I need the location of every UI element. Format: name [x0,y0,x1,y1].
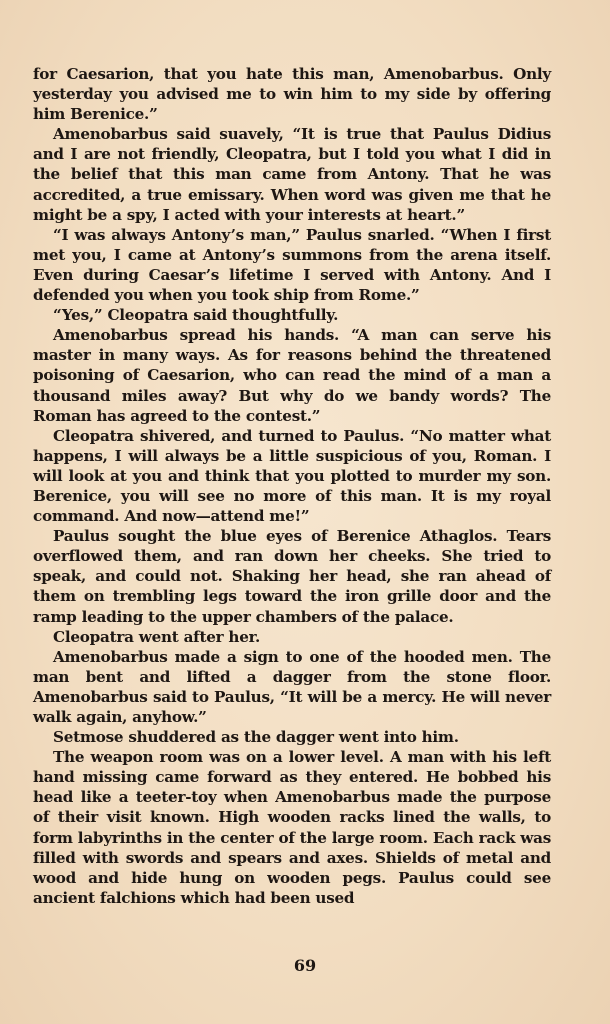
body-text [33,64,551,908]
paragraph: The weapon room was on a lower level. A man with his left hand missing came forward as they entered. He bobbed his head like a teeter-toy when Amenobarbus made the purpose of their visit known. High wooden racks lined the walls, to form labyrinths in the center of the large room. Each rack was filled with swords and spears and axes. Shields of metal and wood and hide hung on wooden pegs. Paulus could see ancient falchions which had been used [33,748,551,907]
paragraph: Cleopatra went after her. [53,627,261,646]
paragraph: Amenobarbus said suavely, “It is true that Paulus Didius and I are not friendly, Cleopatra, but I told you what I did in the belief that this man came from Antony. That he was accredited, a true emissary. When word was given me that he might be a spy, I acted with your interests at heart.” [33,125,551,224]
paragraph: Cleopatra shivered, and turned to Paulus. “No matter what happens, I will always be a little suspicious of you, Roman. I will look at you and think that you plotted to murder my son. Berenice, you will see no more of this man. It is my royal command. And now—attend me!” [33,426,551,526]
paragraph: Setmose shuddered as the dagger went into him. [53,728,459,747]
page-number: 69 [293,956,317,975]
paragraph: for Caesarion, that you hate this man, Amenobarbus. Only yesterday you advised me to win him to my side by offering him Berenice.” [33,65,551,124]
paragraph: Amenobarbus made a sign to one of the hooded men. The man bent and lifted a dagger from the stone floor. Amenobarbus said to Paulus, “It will be a mercy. He will never walk again, anyhow.” [33,647,551,726]
paragraph: “Yes,” Cleopatra said thoughtfully. [53,306,339,325]
paragraph: “I was always Antony’s man,” Paulus snarled. “When I first met you, I came at Antony’s summons from the arena itself. Even during Caesar’s lifetime I served with Antony. And I defended you when you took ship from Rome.” [33,225,551,305]
paragraph: Paulus sought the blue eyes of Berenice Athaglos. Tears overflowed them, and ran down her cheeks. She tried to speak, and could not. Shaking her head, she ran ahead of them on trembling legs toward the iron grille door and the ramp leading to the upper chambers of the palace. [33,527,551,626]
paragraph: Amenobarbus spread his hands. “A man can serve his master in many ways. As for reasons behind the threatened poisoning of Caesarion, who can read the mind of a man a thousand miles away? But why do we bandy words? The Roman has agreed to the contest.” [33,326,551,425]
